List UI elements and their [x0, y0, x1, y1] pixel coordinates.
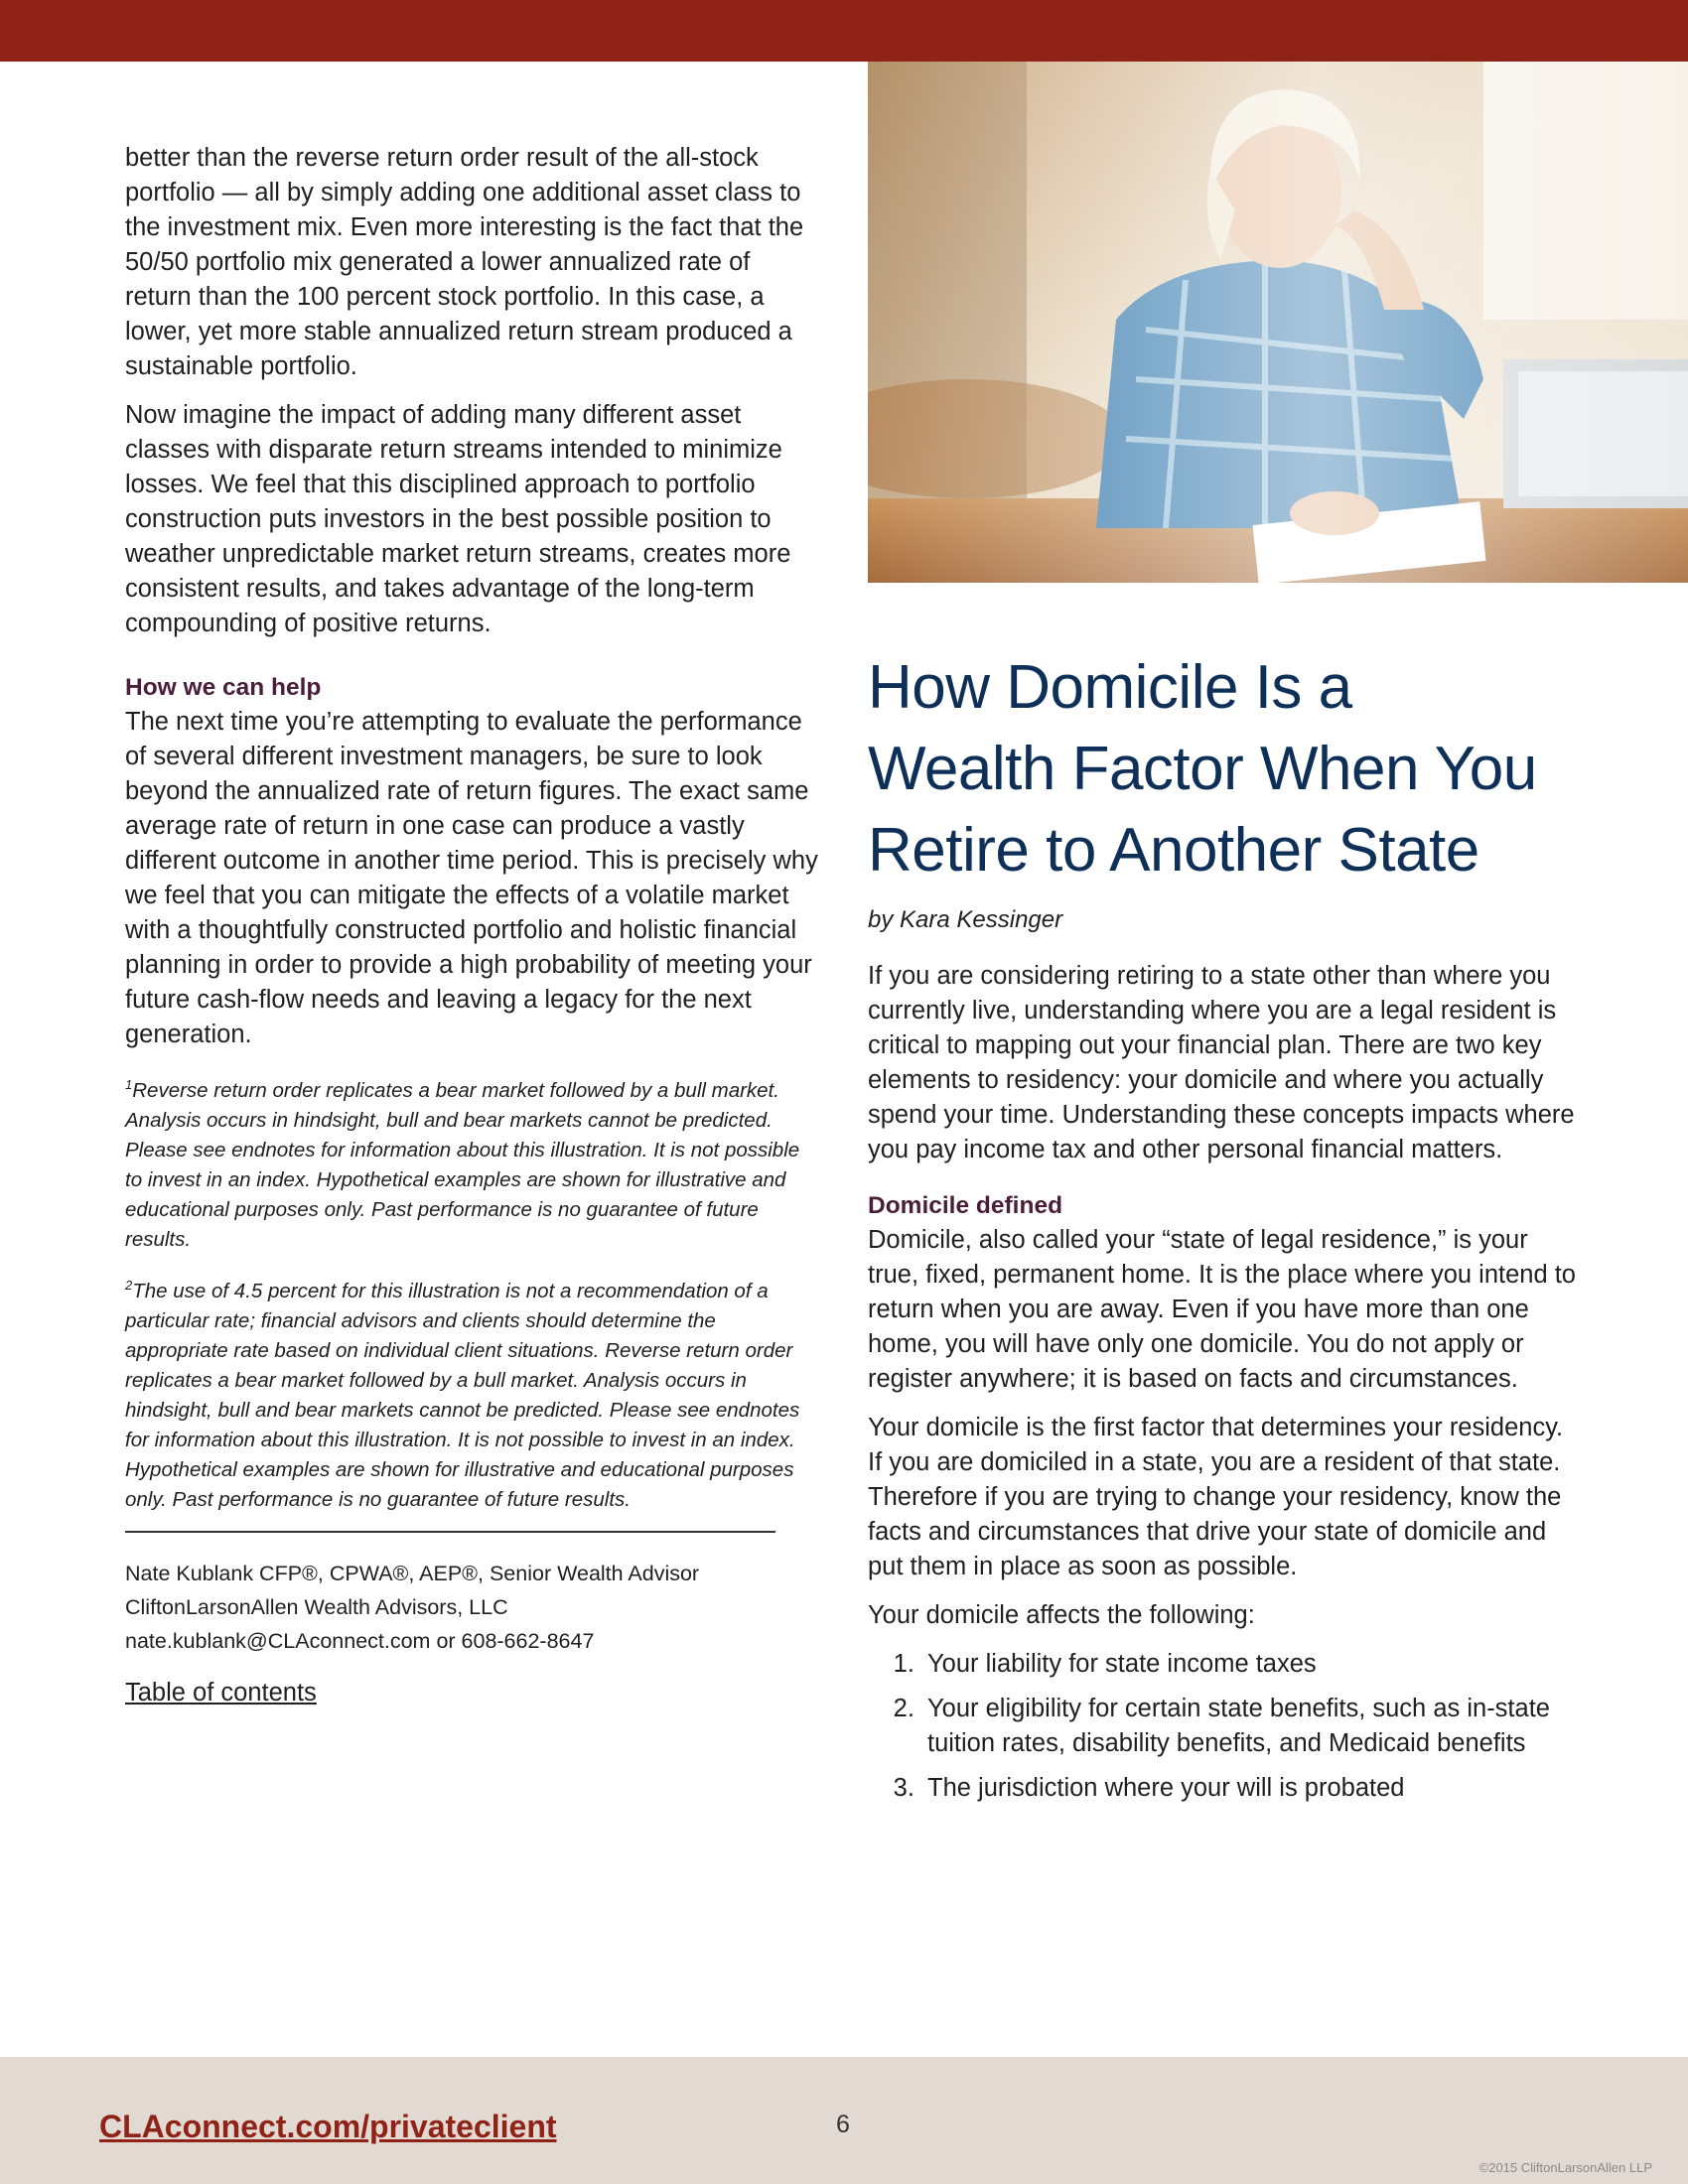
section-heading-domicile-defined: Domicile defined [868, 1192, 1063, 1219]
list-intro: Your domicile affects the following: [868, 1601, 1255, 1629]
author-name-title: Nate Kublank CFP®, CPWA®, AEP®, Senior Wealth Advisor [125, 1561, 700, 1585]
author-contact: nate.kublank@CLAconnect.com or 608-662-8647 [125, 1628, 595, 1653]
title-line: How Domicile Is a [868, 653, 1352, 722]
body-paragraph: The next time you’re attempting to evaluate the performance of several different investment managers, be sure to look beyond the annualized rate of return figures. The exact same average rate of return in one case can produce a vastly different outcome in another time period. This is precisely why we feel that you can mitigate the effects of a volatile market with a thoughtfully constructed portfolio and holistic financial planning in order to provide a high probability of meeting your future cash-flow needs and leaving a legacy for the next generation. [125, 708, 818, 1048]
page-footer [0, 2057, 1688, 2184]
footnote-text: Reverse return order replicates a bear market followed by a bull market. Analysis occurs in hindsight, bull and bear markets cannot be predicted. Please see endnotes for information about this illustration. It is not possible to invest in an index. Hypothetical examples are shown for illustrative and educational purposes only. Past performance is no guarantee of future results. [125, 1078, 800, 1251]
article-title [868, 647, 1583, 891]
list-item: 3. The jurisdiction where your will is probated [921, 1771, 1583, 1806]
footnote-marker: 1 [125, 1077, 133, 1092]
body-paragraph: If you are considering retiring to a state other than where you currently live, understanding where you are a legal resident is critical to mapping out your financial plan. There are two key elements to residency: your domicile and where you actually spend your time. Understanding these concepts impacts where you pay income tax and other personal financial matters. [868, 962, 1575, 1163]
copyright-notice: ©2015 CliftonLarsonAllen LLP [1478, 2160, 1652, 2175]
footnote-text: The use of 4.5 percent for this illustration is not a recommendation of a particular rate; financial advisors and clients should determine the appropriate rate based on individual client situations. Reverse return order replicates a bear market followed by a bull market. Analysis occurs in hindsight, bull and bear markets cannot be predicted. Please see endnotes for information about this illustration. It is not possible to invest in an index. Hypothetical examples are shown for illustrative and educational purposes only. Past performance is no guarantee of future results. [125, 1279, 800, 1511]
body-paragraph: Your domicile is the first factor that determines your residency. If you are domiciled in a state, you are a resident of that state. Therefore if you are trying to change your residency, know the facts and circumstances that drive your state of domicile and put them in place as soon as possible. [868, 1414, 1564, 1580]
footnote-2 [125, 1271, 820, 1515]
table-of-contents-link[interactable]: Table of contents [125, 1678, 317, 1706]
title-line: Wealth Factor When You [868, 735, 1537, 803]
website-link[interactable]: CLAconnect.com/privateclient [99, 2109, 557, 2144]
author-signature [125, 1557, 820, 1658]
author-company: CliftonLarsonAllen Wealth Advisors, LLC [125, 1594, 508, 1619]
footnote-1 [125, 1070, 820, 1255]
top-banner [0, 0, 1688, 62]
body-paragraph: better than the reverse return order result of the all-stock portfolio — all by simply adding one additional asset class to the investment mix. Even more interesting is the fact that the 50/50 portfolio mix generated a lower annualized rate of return than the 100 percent stock portfolio. In this case, a lower, yet more stable annualized return stream produced a sustainable portfolio. [125, 144, 804, 380]
footnote-marker: 2 [125, 1277, 133, 1293]
body-paragraph: Now imagine the impact of adding many different asset classes with disparate return streams intended to minimize losses. We feel that this disciplined approach to portfolio construction puts investors in the best possible position to weather unpredictable market return streams, creates more consistent results, and takes advantage of the long-term compounding of positive returns. [125, 401, 791, 637]
article-column [868, 647, 1583, 1816]
article-byline: by Kara Kessinger [868, 906, 1063, 933]
section-heading-how-we-can-help: How we can help [125, 674, 322, 701]
left-column [125, 141, 820, 1709]
page-number: 6 [836, 2111, 850, 2138]
divider [125, 1531, 775, 1533]
list-item: 1. Your liability for state income taxes [921, 1647, 1583, 1682]
photo-illustration [868, 62, 1688, 583]
domicile-effects-list [868, 1647, 1583, 1806]
title-line: Retire to Another State [868, 816, 1479, 885]
body-paragraph: Domicile, also called your “state of legal residence,” is your true, fixed, permanent home. It is the place where you intend to return when you are away. Even if you have more than one home, you will have only one domicile. You do not apply or register anywhere; it is based on facts and circumstances. [868, 1226, 1576, 1393]
article-photo [868, 62, 1688, 583]
list-item: 2. Your eligibility for certain state benefits, such as in-state tuition rates, disability benefits, and Medicaid benefits [921, 1692, 1583, 1761]
